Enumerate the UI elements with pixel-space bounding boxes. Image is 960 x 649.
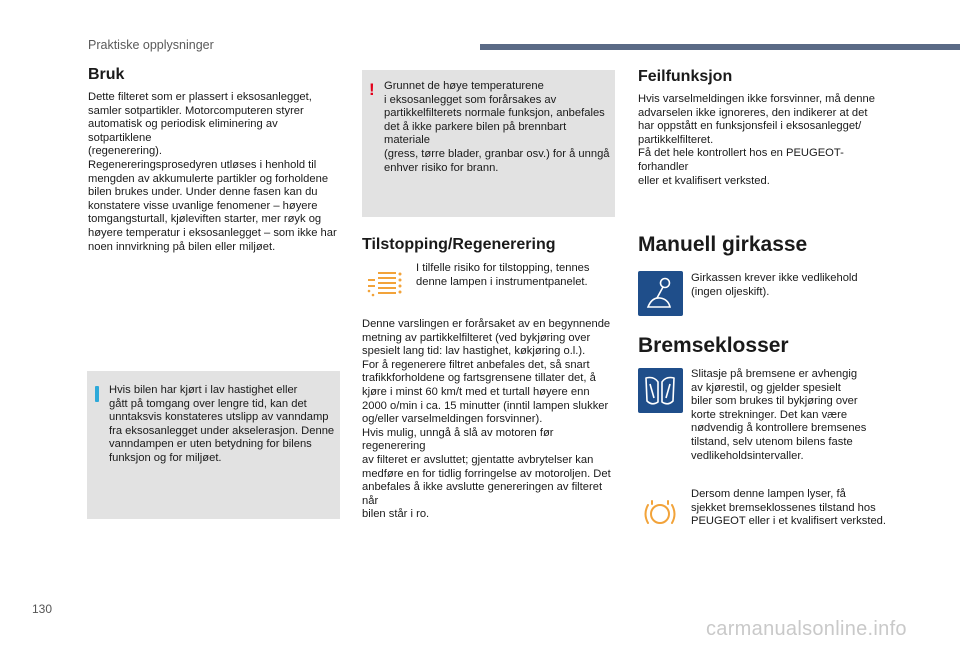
bruk-title: Bruk (88, 66, 125, 83)
watermark: carmanualsonline.info (706, 618, 907, 640)
particle-filter-warning-icon (362, 264, 406, 304)
page-number: 130 (32, 602, 53, 616)
feilfunksjon-title: Feilfunksjon (638, 68, 733, 85)
manuell-text: Girkassen krever ikke vedlikehold (ingen oljeskift). (691, 272, 858, 298)
tilstopping-icon-text: I tilfelle risiko for tilstopping, tennes denne lampen i instrumentpanelet. (416, 262, 590, 288)
bremseklosser-text: Slitasje på bremsene er avhengig av kjørestil, og gjelder spesielt biler som brukes til bykjøring over korte strekninger. Det kan være nødvendig å kontrollere bremsenes tilstand, selv utenom bilens faste vedlikeholdsintervaller. (691, 368, 867, 462)
section-header: Praktiske opplysninger (88, 38, 214, 52)
header-bar (480, 44, 960, 50)
tilstopping-title: Tilstopping/Regenerering (362, 236, 556, 253)
warning-box-text: Grunnet de høye temperaturene i eksosanlegget som forårsakes av partikkelfilterets normale funksjon, anbefales det å ikke parkere bilen på brennbart materiale (gress, tørre blader, granbar osv.) for å unngå enhver risiko for brann. (384, 80, 610, 174)
feilfunksjon-body: Hvis varselmeldingen ikke forsvinner, må denne advarselen ikke ignoreres, den indikerer at det har oppstått en funksjonsfeil i eksosanlegget/ partikkelfilteret. Få det hele kontrollert hos en PEUGEOT-forhandler eller et kvalifisert verksted. (638, 93, 875, 187)
warning-icon: ! (369, 80, 375, 99)
brake-pad-icon (638, 368, 683, 413)
bremseklosser-lamp-text: Dersom denne lampen lyser, få sjekket bremseklossenes tilstand hos PEUGEOT eller i et kvalifisert verksted. (691, 488, 887, 528)
info-icon (95, 386, 99, 402)
bruk-body: Dette filteret som er plassert i eksosanlegget, samler sotpartikler. Motorcomputeren styrer automatisk og periodisk eliminering av sotpartiklene (regenerering). Regenereringsprosedyren utløses i henhold til mengden av akkumulerte partikler og forholdene bilen brukes under. Under denne fasen kan du konstatere visse uvanlige fenomener – høyere tomgangsturtall, kjøleviften starter, mer røyk og høyere temperatur i eksosanlegget – som ikke har noen innvirkning på bilen eller miljøet. (88, 91, 337, 253)
tilstopping-body: Denne varslingen er forårsaket av en begynnende metning av partikkelfilteret (ved bykjøring over spesielt lang tid: lav hastighet, køkjøring o.l.). For å regenerere filtret anbefales det, så snart trafikkforholdene og fartsgrensene tillater det, å kjøre i minst 60 km/t med et turtall høyere enn 2000 o/min i ca. 15 minutter (inntil lampen slukker og/eller varselmeldingen forsvinner). Hvis mulig, unngå å slå av motoren før regenerering av filteret er avsluttet; gjentatte avbrytelser kan medføre en for tidlig forringelse av motoroljen. Det anbefales å ikke avslutte genereringen av filteret når bilen står i ro. (362, 318, 611, 521)
manuell-title: Manuell girkasse (638, 233, 808, 256)
brake-warning-lamp-icon (640, 496, 680, 532)
info-box-text: Hvis bilen har kjørt i lav hastighet eller gått på tomgang over lengre tid, kan det unntaksvis konstateres utslipp av vanndamp fra eksosanlegget under akselerasjon. Denne vanndampen er uten betydning for bilens funksjon og for miljøet. (109, 384, 335, 464)
gear-lever-icon (638, 271, 683, 316)
bremseklosser-title: Bremseklosser (638, 334, 789, 357)
